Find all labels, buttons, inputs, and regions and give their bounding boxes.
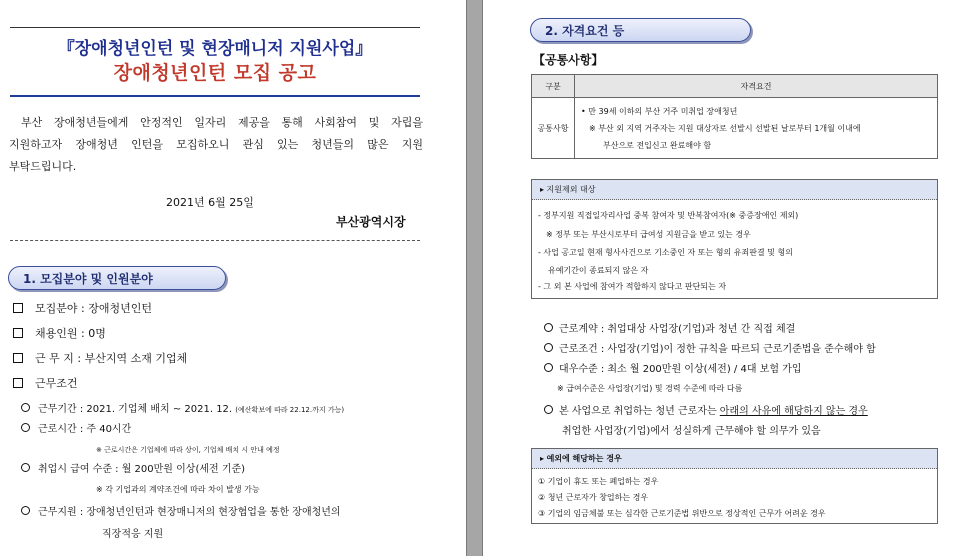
exception-header	[532, 449, 937, 469]
item-recruit-field: 모집분야 : 장애청년인턴	[35, 302, 152, 315]
section-1-header: 1. 모집분야 및 인원분야	[8, 266, 226, 290]
checkbox-icon	[13, 378, 23, 388]
obligation-text: 본 사업으로 취업하는 청년 근로자는	[559, 406, 720, 417]
item-headcount: 채용인원 : 0명	[35, 327, 106, 340]
intro-line-2: 지원하고자 장애청년 인턴을 모집하오니 관심 있는 청년들의 많은 지원	[9, 138, 423, 151]
title-bottom-rule	[10, 95, 420, 97]
table-header-row	[532, 75, 938, 98]
table-col-category: 구분	[532, 75, 575, 98]
exclusion-line-4: 유예기간이 종료되지 않은 자	[548, 266, 649, 275]
checkbox-icon	[13, 353, 23, 363]
condition-period-text: 근무기간 : 2021. 기업체 배치 ~ 2021. 12.	[38, 404, 233, 415]
labor-conditions-text: 근로조건 : 사업장(기업)이 정한 규칙을 따르되 근로기준법을 준수해야 함	[559, 344, 876, 355]
exception-line-3: ③ 기업의 임금체불 또는 심각한 근로기준법 위반으로 정상적인 근무가 어려운 경우	[538, 509, 826, 518]
requirements-table	[531, 74, 938, 159]
issuer-name: 부산광역시장	[336, 215, 406, 229]
document-page-left	[0, 0, 466, 556]
condition-hours: 근로시간 : 주 40시간	[38, 424, 132, 435]
document-page-right	[483, 0, 953, 556]
obligation-line-2: 취업한 사업장(기업)에서 성실하게 근무해야 할 의무가 있음	[562, 426, 821, 437]
condition-pay-note: ※ 각 기업과의 계약조건에 따라 차이 발생 가능	[96, 485, 260, 494]
circle-bullet-icon	[544, 363, 553, 372]
circle-bullet-icon	[544, 405, 553, 414]
contract-text: 근로계약 : 취업대상 사업장(기업)과 청년 간 직접 체결	[559, 324, 796, 335]
announcement-title: 장애청년인턴 모집 공고	[113, 62, 317, 84]
exclusion-line-3: - 사업 공고일 현재 형사사건으로 기소중인 자 또는 형의 유죄판결 및 형의	[538, 248, 793, 257]
table-col-requirements: 자격요건	[575, 75, 938, 98]
exception-line-1: ① 기업이 휴도 또는 폐업하는 경우	[538, 477, 659, 486]
condition-hours-note: ※ 근로시간은 기업체에 따라 상이, 기업체 배치 시 안내 예정	[96, 446, 280, 454]
condition-support-line-2: 직장적응 지원	[102, 529, 164, 540]
exception-header-marker: ▸	[540, 454, 547, 463]
section-2-header: 2. 자격요건 등	[530, 18, 751, 42]
intro-paragraph	[9, 112, 423, 178]
exclusion-line-5: - 그 외 본 사업에 참여가 적합하지 않다고 판단되는 자	[538, 282, 727, 291]
circle-bullet-icon	[21, 506, 30, 515]
pay-level-note: ※ 급여수준은 사업장(기업) 및 경력 수준에 따라 다름	[557, 384, 743, 393]
exclusion-header: ▸ 지원제외 대상	[532, 180, 937, 200]
exception-header-text: 예외에 해당하는 경우	[546, 454, 622, 463]
circle-bullet-icon	[544, 323, 553, 332]
exclusion-line-1: - 정부지원 직접일자리사업 중복 참여자 및 반복참여자(※ 중증장애인 제외)	[538, 211, 799, 220]
table-row	[532, 98, 938, 159]
item-conditions: 근무조건	[35, 377, 78, 390]
checkbox-icon	[13, 328, 23, 338]
req-residence-note-2: 부산으로 전입신고 완료해야 함	[603, 140, 712, 150]
item-location: 근 무 지 : 부산지역 소재 기업체	[35, 352, 188, 365]
table-row-label: 공통사항	[532, 98, 575, 159]
condition-support-line-1: 근무지원 : 장애청년인턴과 현장매니저의 현장협업을 통한 장애청년의	[38, 507, 341, 518]
obligation-underlined: 아래의 사유에 해당하지 않는 경우	[719, 406, 868, 417]
req-age: • 만 39세 이하의 부산 거주 미취업 장애청년	[581, 106, 738, 116]
circle-bullet-icon	[21, 463, 30, 472]
req-residence-note: ※ 부산 외 지역 거주자는 지원 대상자로 선발시 선발된 날로부터 1개월 이내에	[589, 123, 861, 133]
announcement-date: 2021년 6월 25일	[166, 196, 254, 209]
condition-period	[38, 400, 344, 415]
obligation-line-1	[559, 402, 868, 417]
intro-line-3: 부탁드립니다.	[9, 160, 77, 173]
exception-box	[531, 448, 938, 524]
exclusion-line-2: ※ 정부 또는 부산시로부터 급여성 지원금을 받고 있는 경우	[546, 230, 751, 239]
condition-pay: 취업시 급여 수준 : 월 200만원 이상(세전 기준)	[38, 464, 246, 475]
checkbox-icon	[13, 303, 23, 313]
exclusion-box	[531, 179, 938, 299]
intro-line-1: 부산 장애청년들에게 안정적인 일자리 제공을 통해 사회참여 및 자립을	[21, 116, 423, 129]
circle-bullet-icon	[21, 423, 30, 432]
exception-line-2: ② 청년 근로자가 창업하는 경우	[538, 493, 649, 502]
page-gutter	[466, 0, 483, 556]
common-heading: 【공통사항】	[533, 53, 604, 67]
project-title: 『장애청년인턴 및 현장매니저 지원사업』	[57, 39, 373, 59]
title-top-rule	[10, 27, 420, 28]
divider-dashed	[10, 240, 420, 241]
circle-bullet-icon	[544, 343, 553, 352]
circle-bullet-icon	[21, 403, 30, 412]
condition-period-note: (예산확보에 따라 22.12.까지 가능)	[235, 406, 345, 414]
table-requirements-cell	[575, 98, 938, 159]
pay-level-text: 대우수준 : 최소 월 200만원 이상(세전) / 4대 보험 가입	[559, 364, 802, 375]
